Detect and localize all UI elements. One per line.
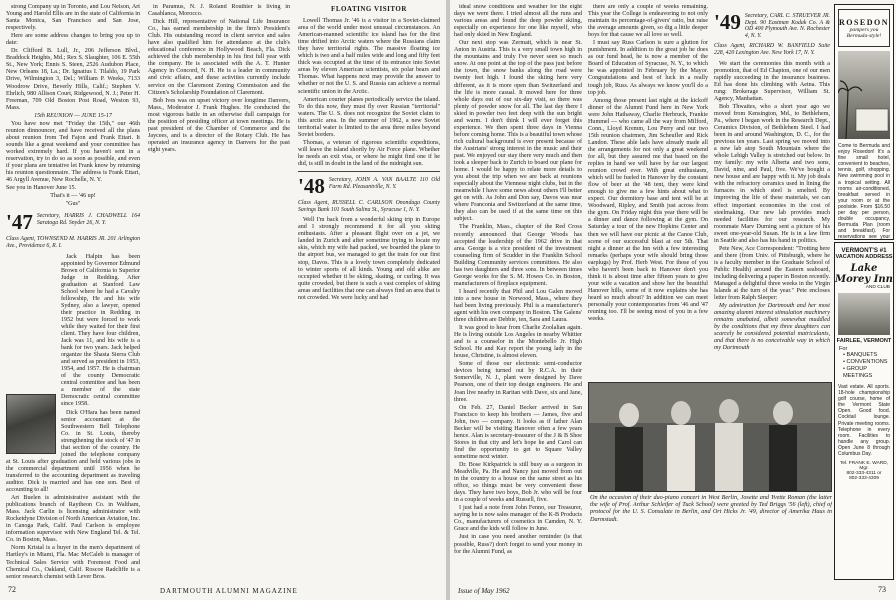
paragraph: Some of those our electronic semi-conductor devices being turned out by R.C.A. in their Somerville, N. J., plant were designed by Dave Pearson, one of their top design engineers. He and Joan live nearby in Raritan with Dave, six and Jane, three.	[454, 361, 582, 403]
paragraph: American courier planes periodically service the island. To do this now, they must fly over Russian "territorial" waters. The U. S. does not recognize the Soviet claim to this arctic area. In the summer of 1962, a new Soviet territorial water is limited to the area three miles beyond Soviet borders.	[298, 96, 440, 138]
paragraph: Well I'm back from a wonderful skiing trip in Europe and I strongly recommend it for all you skiing enthusiasts. After a pleasant flight over on a jet, we landed in Zurich and after sometime trying to locate my skis, which my wife had packed, we boarded the plane to the airport bus, we managed to get the train for our first stop, Davos. This is a lovely town completely dedicated to winter sports of all kinds. Young and old alike are occupied whether it be skiing, skating, or curling. It was quite crowded, but there is such a vast complex of skiing areas and facilities that one can always find an area that is not crowded. We were lucky and had	[298, 217, 440, 301]
class-agent: Class Agent, TOWNSEND M. HARRIS JR. 201 Arlington Ave., Providence 6, R. I.	[6, 236, 140, 249]
rosedon-logo-box	[838, 9, 890, 47]
lake-morey-body: Vast estate. All sports. 18-hole championship golf course, home of the Vermont State Open. Good food. Cocktail lounge. Private meeting rooms. Telephone in every room. Facilities to handle any group. Open June 8 through Columbus Day.	[838, 384, 890, 458]
col5-paragraphs	[714, 61, 830, 353]
lake-morey-contact: Tel. FRANK E. WARD, Mgr.	[839, 461, 889, 472]
class-secretary: Secretary, JOHN A. VAN BAALTE 110 Old Farm Rd. Pleasantville, N. Y.	[328, 177, 440, 190]
paragraph: See you in Hanover June 15.	[6, 185, 77, 192]
lake-morey-bullets	[843, 352, 893, 380]
class-year: '47	[6, 210, 33, 235]
paragraph: It was good to hear from Charlie Zoolalian again. He is living outside Los Angeles in nearby Whittier and is a counselor in the Montebello Jr. High School. He and Kay report the young lady in the house, Christine, is almost eleven.	[454, 325, 582, 360]
class-year: '49	[714, 10, 741, 34]
rosedon-body: Come to Bermuda and enjoy Rosedon! It's a fine small hotel, convenient to beaches, tennis, golf, shopping. New swimming pool in a tropical setting. All rooms air-conditioned, breakfast served in your room or at the poolside. From $16.50 per day per person, double occupancy, Bermuda Plan (room and breakfast). For reservations see your	[838, 143, 890, 240]
paragraph: Pete New, Ace Correspondent: "Trotting here and there (from Univ. of Pittsburgh, where he is a faculty member in the Graduate School of Public Health) around the Eastern seaboard, including delivering a paper in Boston recently. Managed a delightful three weeks in the Virgin Islands at the turn of the year." Pete encloses letter from Ralph Sleeper:	[714, 245, 830, 302]
class-48-header	[298, 174, 440, 199]
magazine-title: DARTMOUTH ALUMNI MAGAZINE	[160, 587, 298, 595]
class-year: '48	[298, 174, 325, 199]
rosedon-name: ROSEDON	[838, 17, 890, 27]
paragraph: Our next stop was Zermatt, which is near St. Anton in Austria. This is a very small town high in the mountains and truly I've never seen so much snow. At one point at the top of the pass just before the town, the snow banks along the road were twenty feet high. I found the skiing here very different, as it is more open than Switzerland and the life is more casual. It moved here for three whole days out of our six-day visit, so there was plenty of powder snow for all. The last day there I skied in powder two feet deep with the sun bright and warm. I don't think I will ever forget this experience. We then spent three days in Vienna before coming home. This is a beautiful town whose rich cultural background is ever present because of the Austrians' strong interest in the music and their past. We enjoyed our stay there very much and then took a sleeper back to Zurich to board our plane for home. I would be happy to relate more details to you about the trip when we are back at reunions especially about the Viennese night clubs, but in the meanwhile I have some news about others I'll better get on with. As John and Don say, Davos was near where Franconia and Switzerland at the same time, they also can be used if at the same time on this subject.	[454, 40, 582, 223]
paragraph: Just in case you need another reminder (is that possible, Russ?) don't forget to send your money in for the Alumni Fund, as	[454, 534, 582, 555]
paragraph: Dr. Clifford B. Lull, Jr., 206 Jefferson Blvd., Braddock Heights, Md.; Rex S. Slaughter, 106 E. 55th St., New York; Ennis S. Steen, 2526 Audubon Place, New Orleans 18, La.; Dr. Ignatius I. Tilaldo, 19 Park Drive, Wilmington 3, Del.; William P. Weeks, 7133 Woodrow Drive, Beverly Hills, Calif.; Stephen V. Ehrlich, 980 Allison Court, Ridgewood, N. J.; Peter H. Freeman, 709 Old Boston Post Road, Weston 93, Mass.	[6, 48, 140, 111]
paragraph: Thomas, a veteran of rigorous scientific expeditions, will leave the island shortly by Air Force plane. Whether he needs an exit visa, or where he might find one if he did, is still in doubt in the land of the midnight sun.	[298, 139, 440, 167]
paragraph: I heard recently that Phil and Lou Galen moved into a new house in Norwood, Mass., where they had been living previously. Phil is a manufacturer's agent with his own company in Boston. The Galens' three children are Debbie, ten, Sara and Laura.	[454, 288, 582, 324]
paragraph: The Franklin, Mass., chapter of the Red Cross recently announced that George Woods has accepted the leadership of the 1962 drive in that area. George is a vice president of the investment counseling firm of Scudder in the Franklin School Building Community services committees. He also has two daughters and three sons. In between times George works for the S. M. Howes Co. in Boston, manufacturers of fireplace equipment.	[454, 224, 582, 287]
rosedon-tagline: pampers you	[849, 26, 879, 33]
col1-paragraphs	[6, 4, 140, 208]
lake-morey-logo: Lake Morey Inn	[835, 263, 893, 285]
right-page	[450, 0, 896, 600]
column-2	[148, 4, 290, 580]
lake-morey-phone-1: 802-333-4311 or	[846, 471, 882, 477]
paragraph: Bob Thwaites, who a short year ago we moved from Kensington, Md., to Bethlehem, Pa., where I began work in the Research Dept., Ceramics Division, of Bethlehem Steel. I had been in and around Washington, D. C., for the previous ten years. Last spring we moved into a new lab atop South Mountain where the whole Lehigh Valley is stretched out below. In my family: my wife Alberta and two sons, David, nine, and Paul, five. We've bought a new house and are happy with it. My job deals with the refractory ceramics used in lining the furnaces in which steel is smelted. By improving the life of these materials, we can effect important economies in the cost of steelmaking. Our new lab provides much needed facilities for our research. My roommate Marv Durning sent a picture of his sweet one-year-old Susan. He is in a law firm in Seattle and also has his hand in politics.	[714, 103, 830, 244]
class-secretary: Secretary, CARL C. STRUEVER JR. Dept. 90 Eastman Kodak Co. A & OD 400 Plymouth Ave. N. Rochester 4, N. Y.	[744, 13, 830, 39]
lake-morey-logo-suffix: AND CLUB	[865, 285, 890, 290]
paragraph: strong Company up in Toronto, and Lou Nelson, Art Young and Harold Ellis are in the state of California in Santa Monica, San Francisco and San Jose, respectively.	[6, 4, 140, 32]
portrait-photo	[6, 394, 56, 454]
left-page	[0, 0, 446, 600]
paragraph: Among those present last night at the kickoff dinner of the Alumni Fund here in New York were John Hathaway, Charlie Herbruck, Frankie Hummel — who came all the way from Milford, Conn., Lloyd Kremm, Lou Perry and our two 15th reunion chairmen, Jim Scheufler and Rick Landon. These able lads have already made all the arrangements for not only a great weekend for all, but they assured me that based on the replies in hand we will have by far our largest reunion crowd ever. With great enthusiasm, which will be fueled in Hanover by the constant flow of beer at the '48 tent, they were kind enough to give me a few hints about what to expect. Our dormitory base and tent will be at Woodward, Ripley, and Smith just across from the gym. On Friday night this year there will be a dinner and dance following at the gym. On Saturday a tour of the new Hopkins Center and then we will have our picnic at the Canoe Club, scene of our successful blast at our 5th. That night a dinner at the Inn with a few interesting remarks (perhaps your wife should bring those earplugs) by Prof. Herb West. For those of you who haven't been back to Hanover don't you think it is about time after fifteen years to give your wife a vacation and show her the beautiful Hanover hills, some of it now explains she has heard so much about? In addition we can meet personally your contemporaries from '46 and '47 reuning too. I'll be seeing most of you in a few weeks.	[588, 97, 708, 323]
paragraph: "Gus"	[65, 201, 81, 208]
bullet-item: • GROUP MEETINGS	[843, 366, 873, 379]
paragraph: We start the ceremonies this month with a promotion, that of Ed Chapton, one of our men rapidly succeeding in the insurance business. Ed has done his climbing with Aetna. This rung: Brokerage Supervisor, William St. Agency, Manhattan.	[714, 60, 830, 102]
page-number: 72	[8, 585, 16, 594]
paragraph: Art Buelen is administrative assistant with the publications branch of Raytheon Co. in Waltham, Mass. Jack Carlin is licensing administrator with Rocketdyne Division of North American Aviation, Inc. in Canoga Park, Calif. Paul Carlson is employee information supervisor with New England Tel. & Tel. Co. in Boston, Mass.	[6, 495, 140, 544]
rosedon-hotel-photo	[838, 51, 890, 139]
photo-figures	[589, 383, 831, 491]
col3-paragraphs	[454, 4, 582, 556]
lake-morey-headline-1: VERMONT'S #1	[841, 247, 887, 254]
paragraph: I must say Russ Carlson is sure a glutton for punishment. In addition to the great job he does as our fund head, he is now a member of the Board of Education of Syracuse, N. Y., to which he was appointed in February by the Mayor. Congratulations and best of luck in a really tough job, Russ. As always we know you'll do a top job.	[588, 40, 708, 96]
paragraph: Bob Ives was on upset victory over longtime Danvers, Mass., Moderator J. Frank Hughes. He conducted the most vigorous battle in an otherwise dull campaign for the position of presiding officer at town meetings. He is past president of the Chamber of Commerce and the Jaycees, and is a director of the Rotary Club. He has operated an insurance agency in Danvers for the past eight years.	[148, 97, 290, 153]
paragraph: Dr. Bose Kirkpatrick is still busy as a surgeon in Meadville, Pa. He and Nancy just moved from out in the country to a house on the same street as his office, so things must be very convenient these days. They have two boys, Bob Jr. who will be four in a couple of weeks and Russell, five.	[454, 462, 582, 504]
concert-photo	[588, 382, 832, 492]
lake-morey-headline-2: VACATION ADDRESS	[835, 254, 893, 260]
rosedon-ad	[834, 4, 894, 240]
paragraph: You have now met "Friday the 15th," our 46th reunion dinnouncer, and have received all the plans about reunion from Ted Fajon and Frank Ettari. It sounds like a great weekend and your committee has worked extremely hard. If you haven't sent in a reservation, try to do so as soon as possible, and even if your plans are tentative let Frank know by returning his reunion questionnaire. The address is Frank Ettari, 46 Argyll Avenue, New Rochelle, N. Y.	[6, 120, 140, 184]
col4-paragraphs	[588, 4, 708, 323]
col2-paragraphs	[148, 4, 290, 154]
divider	[298, 171, 440, 172]
lake-morey-place: FAIRLEE, VERMONT	[836, 338, 892, 344]
paragraph: Jack Halpin has been appointed by Governor Edmund Brown of California to Superior Judge in Redding. After graduation at Stanford Law School where he had a Cavalry fellowship, He and his wife Sydney, also a lawyer, opened their practice in Redding in 1952 but were forced to work while they waited for their first client. They have four children, Jack was 11, and his wife is a bank for two years. Jack helped organize the Shasta Sierra Club and served as president in 1953, 1954, and 1957. He is chairman of the county Democratic central committee and has been a member of the state Democratic central committee since 1958.	[61, 253, 140, 408]
class-agent: Class Agent, RUSSELL C. CARLSON Onondaga County Savings Bank 101 South Salina St., Syracuse 1, N. Y.	[298, 200, 440, 213]
paragraph: Dick Hill, representative of National Life Insurance Co., has earned membership in the firm's President's Club. His outstanding record in client service and sales have also qualified him for attendance at the club's educational conference in Hollywood Beach, Fla. Dick achieved the club membership in his first full year with the company. He is associated with the A. T. Hunter Agency in Concord, N. H. He is a leader in community and civic affairs, and these activities currently include service on the Claremont Zoning Commission and the Citizen's Scholarship Foundation of Claremont.	[148, 19, 290, 96]
paragraph: Here are some address changes to bring you up to date:	[6, 33, 140, 47]
col2c-paragraphs	[298, 217, 440, 302]
paragraph: On Feb. 27, Daniel Becker arrived in San Francisco to keep his brothers — James, five and John, two — company. It looks as if father Alan Becker will be visiting Hanover often a few years hence. Alan is secretary-treasurer of the J & B Shoe Stores in that city and let's hope he and Carol can find the opportunity to get to Square Valley sometime next winter.	[454, 404, 582, 460]
paragraph: That's it — '46 up!	[50, 193, 96, 200]
column-4	[454, 4, 582, 580]
article-heading: FLOATING VISITOR	[331, 5, 407, 13]
class-47-header	[6, 210, 140, 235]
lake-morey-ad	[834, 242, 894, 580]
paragraph: Lowell Thomas Jr. '46 is a visitor in a Soviet-claimed area of the world under most unusual circumstances. An American-manned scientific ice island has for the first time drifted into Arctic waters where the Russians claim they have territorial rights. The massive floating ice which is two and a half miles wide and long and fifty feet thick was occupied at the time of its entrance into Soviet areas by eleven American scientists, six polar bears and Thomas. What happens next may provide the answer to whether or not the U. S. and Russia can achieve a normal scientific union in the Arctic.	[298, 18, 440, 95]
paragraph: ideal snow conditions and weather for the eight days we were there. I tried almost all the runs and various areas and found the deep powder skiing, especially on experience for one like myself, who had only skied in New England.	[454, 4, 582, 39]
class-officers	[37, 213, 140, 226]
lake-morey-phone-2: 802-333-4309	[849, 476, 879, 482]
lake-morey-inn-photo	[838, 293, 890, 335]
column-1	[6, 4, 140, 580]
class-secretary: Secretary, HARRIS J. CHADWELL 164 Saratoga Rd. Snyder 26, N. Y.	[36, 213, 140, 226]
page-number: 73	[878, 585, 886, 594]
class-49-header	[714, 10, 830, 39]
palm-tree-icon	[838, 51, 890, 139]
lake-morey-for-label: For	[839, 346, 848, 352]
paragraph: I just had a note from John Fenno, our Treasurer, saying he is now sales manager of the K-B Products Co., manufacturers of cosmetics in Camden, N. Y. Grace and the kids will follow in June.	[454, 505, 582, 533]
photo-caption: On the occasion of their duo-piano concert in West Berlin, Josette and Yvette Roman (the latter the wife of Prof. Arthur Schleifer of Tuck School) were greeted by Ted Briggs '56 (left), chief of protocol for the U. S. Consulate in Berlin, and Ort Hicks Jr. '49, director of Amerika Haus in Darmstadt.	[590, 494, 832, 523]
paragraph: there are only a couple of weeks remaining. This year the College is endeavoring to not only maintain its percentage-of-givers' ratio, but raise the average amounts given, so dig a little deeper boys for that cause we all love so well.	[588, 4, 708, 39]
paragraph: in Paramus, N. J. Roland Routhier is living in Casablanca, Morocco.	[148, 4, 290, 18]
rosedon-tagline-2: Bermuda-style!	[846, 32, 882, 39]
paragraph: Norm Kristal is a buyer in the men's department of Hartley's in Miami, Fla. Mac McCaleb is manager of Technical Sales Service with Foremost Food and Chemical Co., Oakland, Calif. Roscoe Radcliffe is a senior research chemist with Lever Bros.	[6, 545, 140, 580]
column-5	[588, 4, 708, 376]
col2-article	[298, 18, 440, 168]
paragraph: 15th REUNION — JUNE 15-17	[34, 112, 112, 119]
bullet-item: • CONVENTIONS	[843, 359, 888, 365]
issue-date: Issue of May 1962	[458, 587, 510, 595]
class-agent: Class Agent, RICHARD W. BANFIELD Suite 228, 420 Lexington Ave. New York 17, N. Y.	[714, 43, 830, 56]
paragraph: Dick O'Hara has been named senior accountant at the Southwestern Bell Telephone Co. in St. Louis, thereby strengthening the stock of '47 in that section of the country. He joined the telephone company at St. Louis after graduation and held various jobs in the commercial department until 1956 when he transferred to the accounting department as traveling auditor. Dick is married and has one son. Best of accounting to all!	[6, 409, 140, 494]
paragraph: My admiration for Dartmouth and her most amazing alumni interest stimulation machinery remains unabated, albeit somewhat muddled by the conditions that my three daughters can scarcely be considered potential matriculants, and that there is no conceivable way in which my Dartmouth	[714, 303, 830, 352]
bullet-item: • BANQUETS	[843, 352, 878, 358]
column-3	[298, 4, 440, 580]
